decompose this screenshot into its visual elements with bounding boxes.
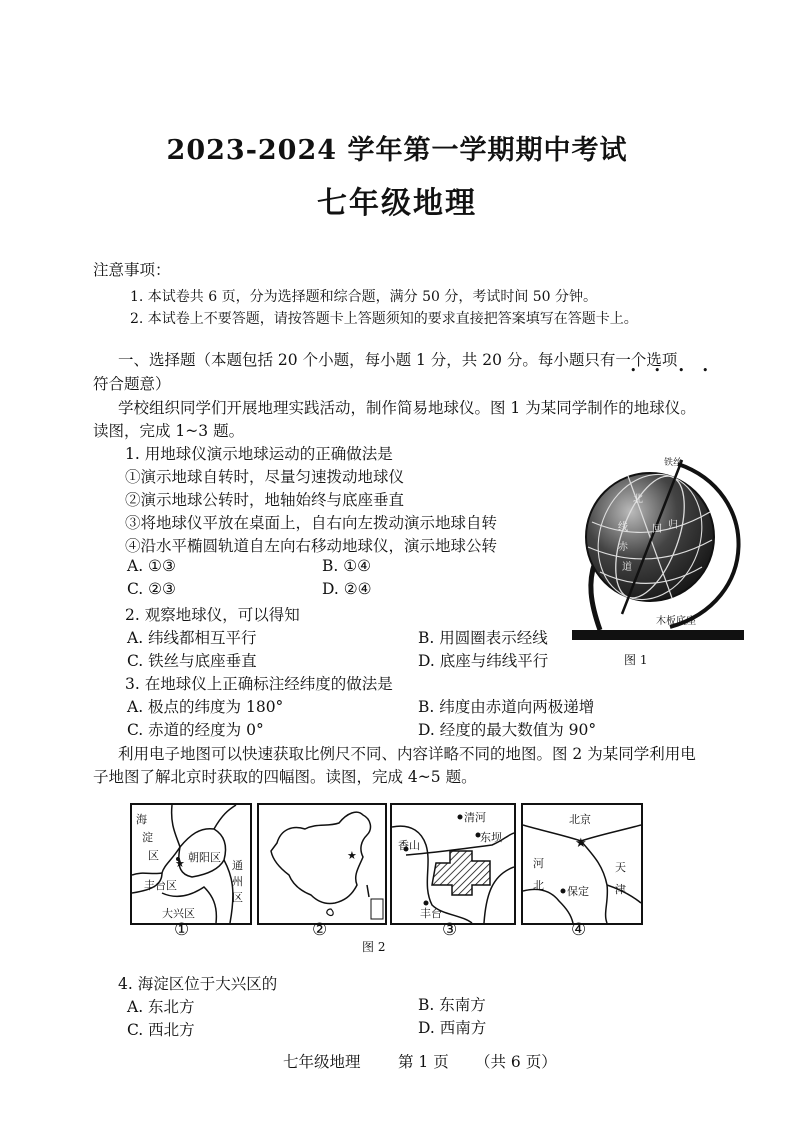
globe-char-3: 归 xyxy=(668,520,678,531)
map1-label-6: 通 xyxy=(232,859,243,872)
map1-label-8: 区 xyxy=(232,891,243,904)
note-item-2: 2. 本试卷上不要答题，请按答题卡上答题须知的要求直接把答案填写在答题卡上。 xyxy=(130,311,638,327)
intro1-line1: 学校组织同学们开展地理实践活动，制作简易地球仪。图 1 为某同学制作的地球仪。 xyxy=(118,399,696,417)
globe-char-1: 北 xyxy=(633,494,643,505)
map3-label-4: 丰台 xyxy=(420,907,442,920)
map2-china xyxy=(257,803,387,925)
footer-total: （共 6 页） xyxy=(475,1053,557,1071)
intro2-line1: 利用电子地图可以快速获取比例尺不同、内容详略不同的地图。图 2 为某同学利用电 xyxy=(118,745,696,763)
q4-option-d: D. 西南方 xyxy=(418,1019,487,1037)
exam-title: 2023-2024 学年第一学期期中考试 xyxy=(166,135,628,166)
q2-option-d: D. 底座与纬线平行 xyxy=(418,652,549,670)
q1-stem: 1. 用地球仪演示地球运动的正确做法是 xyxy=(125,445,393,463)
map4-region xyxy=(521,803,643,925)
base-label: 木板底座 xyxy=(656,616,696,627)
map1-number: ① xyxy=(174,920,190,940)
intro2-line2: 子地图了解北京时获取的四幅图。读图，完成 4~5 题。 xyxy=(93,768,477,786)
map3-label-1: 清河 xyxy=(464,811,486,824)
q2-option-c: C. 铁丝与底座垂直 xyxy=(127,652,257,670)
q3-option-d: D. 经度的最大数值为 90° xyxy=(418,721,597,739)
map1-label-2: 淀 xyxy=(142,831,153,844)
map1-label-3: 区 xyxy=(148,849,159,862)
map4-label-4: 天 xyxy=(615,861,626,874)
map1-label-1: 海 xyxy=(136,813,147,826)
map3-number: ③ xyxy=(442,920,458,940)
footer-page: 第 1 页 xyxy=(398,1053,449,1071)
q1-statement-2: ②演示地球公转时，地轴始终与底座垂直 xyxy=(125,491,405,509)
map3-local xyxy=(390,803,516,925)
footer-subject: 七年级地理 xyxy=(283,1053,361,1071)
emphasis-dots: • • • • xyxy=(630,364,716,377)
fig1-caption: 图 1 xyxy=(624,653,648,667)
globe-char-5: 赤 xyxy=(618,542,628,553)
subject-title: 七年级地理 xyxy=(317,186,477,221)
q2-option-a: A. 纬线都相互平行 xyxy=(127,629,257,647)
q1-option-a: A. ①③ xyxy=(127,557,176,575)
map4-label-5: 津 xyxy=(615,883,626,896)
q1-statement-4: ④沿水平椭圆轨道自左向右移动地球仪，演示地球公转 xyxy=(125,537,498,555)
wire-label: 铁丝 xyxy=(664,458,683,468)
svg-text:★: ★ xyxy=(347,849,357,862)
q1-statement-1: ①演示地球自转时，尽量匀速拨动地球仪 xyxy=(125,468,405,486)
map1-label-9: 大兴区 xyxy=(162,907,195,920)
q3-stem: 3. 在地球仪上正确标注经纬度的做法是 xyxy=(125,675,393,693)
svg-text:★: ★ xyxy=(575,836,587,851)
q1-option-c: C. ②③ xyxy=(127,580,176,598)
wooden-base xyxy=(572,630,744,640)
section-heading-line2: 符合题意） xyxy=(93,375,171,393)
map1-label-5: 丰台区 xyxy=(144,879,177,892)
q3-option-a: A. 极点的纬度为 180° xyxy=(127,698,284,716)
q3-option-c: C. 赤道的经度为 0° xyxy=(127,721,264,739)
q1-option-b: B. ①④ xyxy=(322,557,372,575)
map4-label-1: 北京 xyxy=(569,813,591,826)
q4-option-c: C. 西北方 xyxy=(127,1021,195,1039)
q2-stem: 2. 观察地球仪，可以得知 xyxy=(125,606,300,624)
q1-option-d: D. ②④ xyxy=(322,580,372,598)
globe-figure xyxy=(560,452,760,652)
notes-heading: 注意事项： xyxy=(93,261,171,279)
q1-statement-3: ③将地球仪平放在桌面上，自右向左拨动演示地球自转 xyxy=(125,514,498,532)
fig2-caption: 图 2 xyxy=(362,940,386,954)
map1-label-7: 州 xyxy=(232,875,243,888)
intro1-line2: 读图，完成 1~3 题。 xyxy=(93,422,245,440)
map4-number: ④ xyxy=(571,920,587,940)
svg-text:★: ★ xyxy=(175,857,185,870)
map2-number: ② xyxy=(312,920,328,940)
globe-char-2: 回 xyxy=(652,524,662,535)
map4-label-6: 保定 xyxy=(567,885,589,898)
q4-stem: 4. 海淀区位于大兴区的 xyxy=(118,975,278,993)
q3-option-b: B. 纬度由赤道向两极递增 xyxy=(418,698,595,716)
map1-districts xyxy=(130,803,252,925)
map4-label-2: 河 xyxy=(533,857,544,870)
map3-label-2: 东坝 xyxy=(480,831,502,844)
q4-option-a: A. 东北方 xyxy=(127,998,195,1016)
map4-label-3: 北 xyxy=(533,879,544,892)
q4-option-b: B. 东南方 xyxy=(418,996,486,1014)
globe-char-4: 线 xyxy=(618,522,628,533)
globe-char-6: 道 xyxy=(622,562,632,573)
map1-label-4: 朝阳区 xyxy=(188,851,221,864)
section-heading-line1: 一、选择题（本题包括 20 个小题，每小题 1 分，共 20 分。每小题只有一个选项 xyxy=(118,351,678,369)
q2-option-b: B. 用圆圈表示经线 xyxy=(418,629,548,647)
map3-label-3: 香山 xyxy=(398,839,420,852)
note-item-1: 1. 本试卷共 6 页，分为选择题和综合题，满分 50 分，考试时间 50 分钟。 xyxy=(130,289,598,305)
